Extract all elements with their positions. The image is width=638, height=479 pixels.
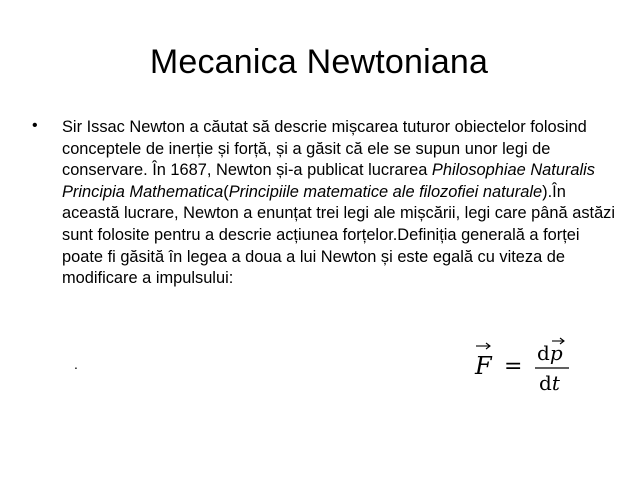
numerator-p: p (549, 341, 563, 365)
formula-denominator (539, 371, 561, 395)
paragraph-part-2: ( (223, 182, 229, 201)
formula-lhs: F (475, 352, 492, 380)
vector-arrow-icon (476, 343, 490, 349)
latin-title: Philosophiae Naturalis Principia Mathematica (62, 161, 595, 201)
formula-svg (466, 335, 581, 397)
numerator-d: d (537, 341, 550, 365)
romanian-title: Principiile matematice ale filozofiei naturale (228, 182, 543, 201)
formula-numerator (537, 341, 563, 365)
bullet-marker: • (32, 117, 38, 134)
paragraph-part-1: Sir Issac Newton a căutat să descrie mișcarea tuturor obiectelor folosind conceptele de inerție și forță, și a găsit că ele se supun unor legi de conservare. În 1687, Newton și-a publicat lucrarea (62, 118, 587, 180)
denominator-d: d (539, 371, 552, 395)
paragraph-part-3: ).În această lucrare, Newton a enunțat trei legi ale mișcării, legi care până astăzi sunt folosite pentru a descrie acțiunea forțelor.Definiția generală a forței poate fi găsită în legea a doua a lui Newton și este egală cu viteza de modificare a impulsului: (62, 182, 616, 288)
force-formula (466, 335, 581, 397)
denominator-t: t (551, 371, 560, 395)
slide-title: Mecanica Newtoniana (149, 43, 489, 81)
stray-dot: . (74, 356, 78, 372)
body-paragraph (62, 117, 622, 290)
formula-equals: = (504, 354, 523, 379)
